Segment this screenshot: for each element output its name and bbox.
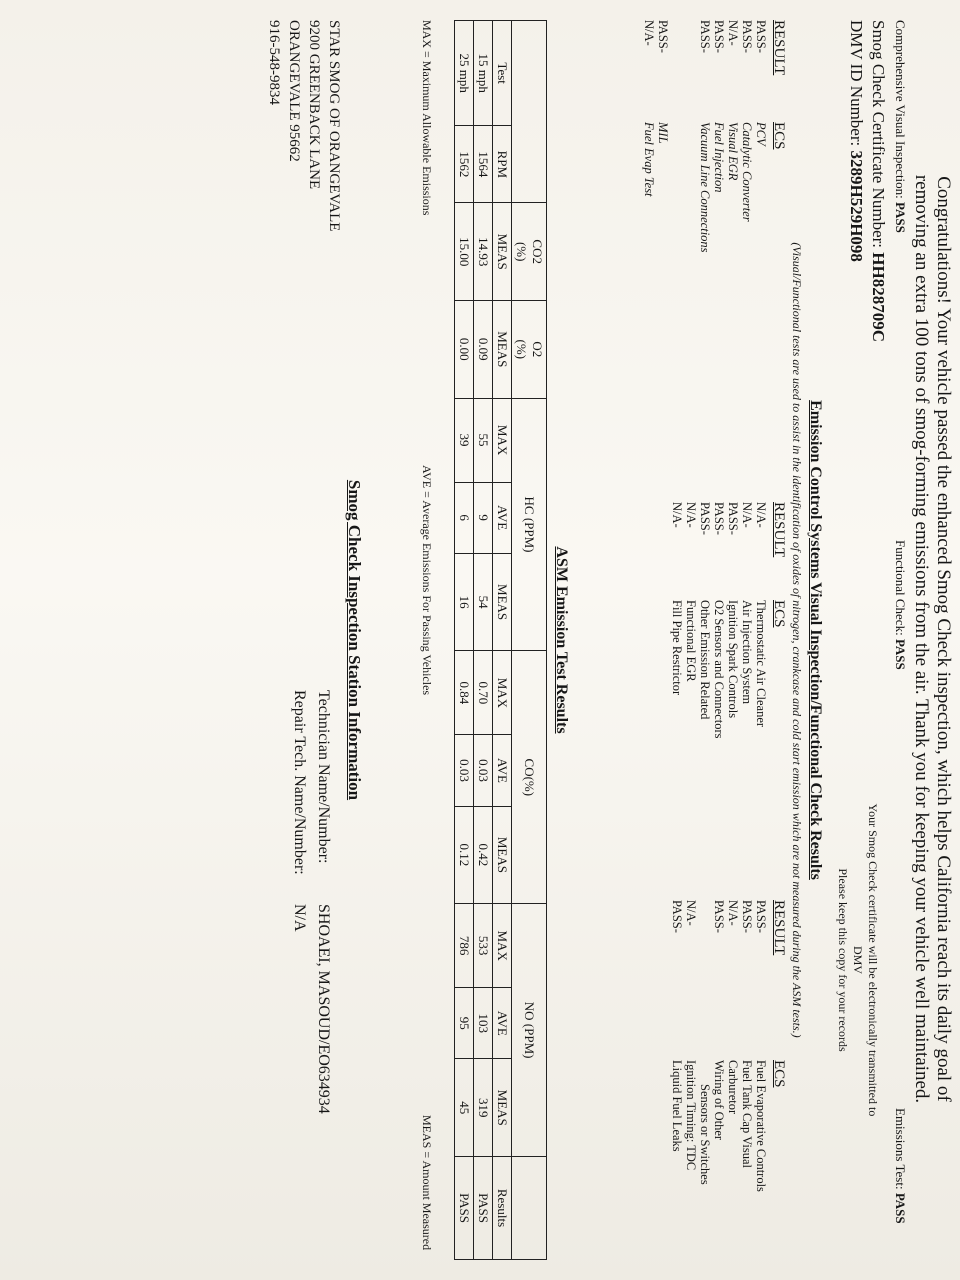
asm-section-title: ASM Emission Test Results — [553, 546, 570, 734]
ecs-col3-results: RESULT PASS- PASS- N/A- PASS- N/A- PASS- — [670, 900, 787, 956]
legend-meas: MEAS = Amount Measured — [420, 1115, 434, 1251]
station-name: STAR SMOG OF ORANGEVALE — [326, 20, 342, 232]
co2-group-header: CO2 (%) — [512, 203, 547, 301]
asm-results-table — [454, 20, 547, 1260]
asm-column-header-row: Test RPM MEAS MEAS MAX AVE MEAS MAX AVE MEAS MAX AVE MEAS Results — [493, 21, 512, 1260]
station-section-title: Smog Check Inspection Station Information — [345, 479, 364, 801]
o2-group-header: O2 (%) — [512, 301, 547, 399]
functional-check-status: Functional Check: PASS — [893, 540, 908, 670]
legend-max: MAX = Maximum Allowable Emissions — [420, 20, 434, 216]
co-group-header: CO(%) — [512, 651, 547, 904]
dmv-transmit-notice: Your Smog Check certificate will be electronically transmitted to DMV Please keep this copy for your records — [836, 803, 880, 1117]
table-row: 25 mph 1562 15.00 0.00 39 6 16 0.84 0.03 0.12 786 95 45 PASS — [455, 21, 474, 1260]
station-address-block — [264, 20, 344, 231]
hc-group-header: HC (PPM) — [512, 398, 547, 651]
station-city: ORANGEVALE 95662 — [286, 20, 302, 162]
ecs-note: (Visual/Functional tests are used to assist in the identification of oxides of nitrogen, crankcase and cold start emission which are not measured during the ASM tests.) — [790, 242, 804, 1038]
legend-ave: AVE = Average Emissions For Passing Vehicles — [420, 465, 434, 696]
station-address: 9200 GREENBACK LANE — [306, 20, 322, 190]
ecs-section-title: Emission Control Systems Visual Inspection/Functional Check Results — [807, 400, 824, 880]
visual-inspection-status: Comprehensive Visual Inspection: PASS — [893, 20, 908, 233]
emissions-test-status: Emissions Test: PASS — [893, 1108, 908, 1224]
dmv-id-number: DMV ID Number: 3289H529H098 — [847, 20, 866, 262]
congratulations-message: Congratulations! Your vehicle passed the enhanced Smog Check inspection, which helps California reach its daily goal of removing an extra 100 tons of smog-forming emissions from the air. Thank you for keeping your vehicle well maintained. — [911, 174, 954, 1104]
no-group-header: NO (PPM) — [512, 904, 547, 1157]
ecs-col1-names: ECS PCV Catalytic Converter Visual EGR Fuel Injection Vacuum Line Connections MIL Fuel Evap Test — [642, 122, 787, 253]
repair-tech-row: Repair Tech. Name/Number: N/A — [291, 690, 308, 932]
technician-info — [287, 690, 335, 1114]
technician-row: Technician Name/Number: SHOAEI, MASOUD/EO634934 — [315, 690, 332, 1114]
ecs-col3-names: ECS Fuel Evaporative Controls Fuel Tank Cap Visual Carburetor Wiring of Other Sensors or Switches Ignition Timing: TDC Liquid Fuel Leaks — [670, 1060, 787, 1192]
certificate-number: Smog Check Certificate Number: HH828709C — [869, 20, 888, 343]
ecs-col2-names: ECS Thermostatic Air Cleaner Air Injection System Ignition Spark Controls O2 Sensors and Connectors Other Emission Related Functional EGR Fill Pipe Restrictor — [670, 600, 787, 739]
table-row: 15 mph 1564 14.93 0.09 55 9 54 0.70 0.03 0.42 533 103 319 PASS — [474, 21, 493, 1260]
ecs-col1-results: RESULT PASS- PASS- N/A- PASS- PASS- PASS- N/A- — [642, 20, 787, 76]
station-phone: 916-548-9834 — [266, 20, 282, 105]
ecs-col2-results: RESULT N/A- N/A- PASS- PASS- PASS- N/A- N/A- — [670, 502, 787, 558]
asm-group-header-row — [512, 21, 547, 1260]
